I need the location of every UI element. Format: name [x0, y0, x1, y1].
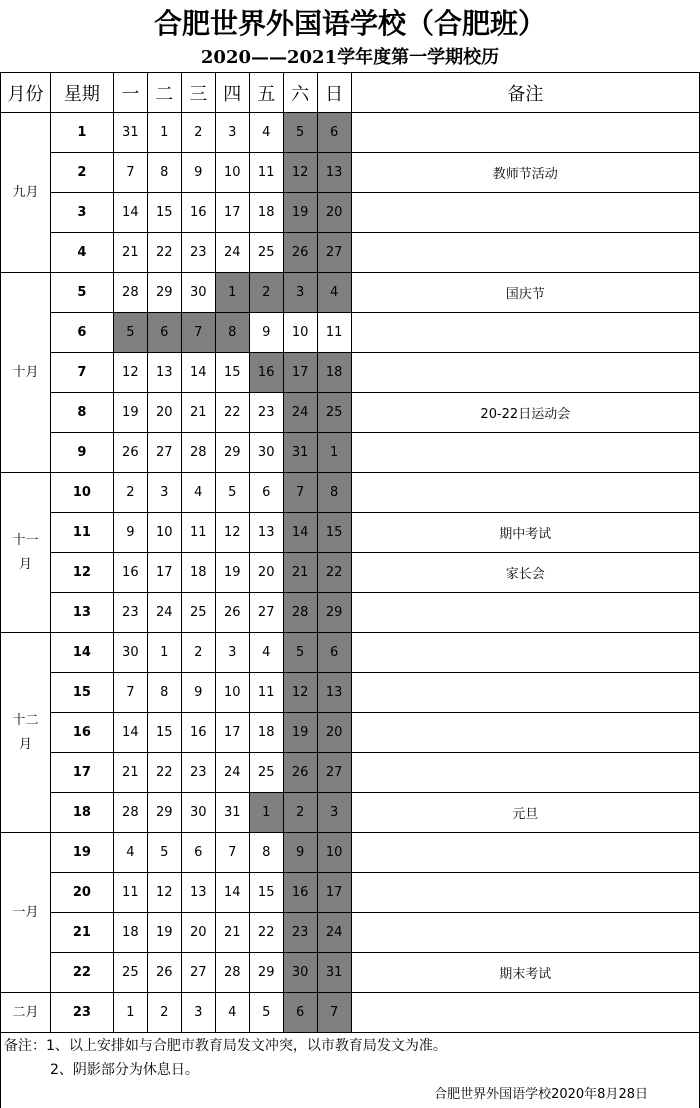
week-number: 16 [50, 713, 113, 753]
day-cell-holiday: 26 [283, 233, 317, 273]
day-cell: 10 [215, 153, 249, 193]
note-cell: 国庆节 [351, 273, 699, 313]
day-cell: 2 [147, 993, 181, 1033]
day-cell: 11 [181, 513, 215, 553]
header-mon: 一 [113, 73, 147, 113]
week-row [1, 193, 700, 233]
day-cell: 17 [215, 193, 249, 233]
day-cell: 19 [147, 913, 181, 953]
day-cell: 21 [215, 913, 249, 953]
day-cell: 4 [113, 833, 147, 873]
header-tue: 二 [147, 73, 181, 113]
header-thu: 四 [215, 73, 249, 113]
header-fri: 五 [249, 73, 283, 113]
footnote-line-1: 备注：1、以上安排如与合肥市教育局发文冲突，以市教育局发文为准。 [4, 1038, 447, 1054]
month-label: 十月 [1, 273, 51, 473]
day-cell: 7 [113, 673, 147, 713]
day-cell: 15 [249, 873, 283, 913]
day-cell: 23 [249, 393, 283, 433]
day-cell: 18 [181, 553, 215, 593]
day-cell: 4 [181, 473, 215, 513]
day-cell-holiday: 29 [317, 593, 351, 633]
day-cell-holiday: 12 [283, 153, 317, 193]
day-cell-holiday: 14 [283, 513, 317, 553]
week-row [1, 833, 700, 873]
day-cell-holiday: 12 [283, 673, 317, 713]
day-cell: 17 [215, 713, 249, 753]
day-cell: 18 [113, 913, 147, 953]
note-cell: 家长会 [351, 553, 699, 593]
day-cell: 24 [215, 233, 249, 273]
day-cell: 2 [113, 473, 147, 513]
day-cell-holiday: 22 [317, 553, 351, 593]
header-week: 星期 [50, 73, 113, 113]
day-cell: 8 [147, 673, 181, 713]
day-cell: 21 [113, 753, 147, 793]
note-cell [351, 713, 699, 753]
day-cell-holiday: 1 [249, 793, 283, 833]
note-cell [351, 473, 699, 513]
day-cell-holiday: 2 [249, 273, 283, 313]
day-cell: 27 [181, 953, 215, 993]
day-cell: 6 [249, 473, 283, 513]
day-cell: 26 [113, 433, 147, 473]
day-cell: 5 [215, 473, 249, 513]
note-cell [351, 873, 699, 913]
day-cell-holiday: 26 [283, 753, 317, 793]
month-label: 一月 [1, 833, 51, 993]
week-number: 13 [50, 593, 113, 633]
week-row [1, 433, 700, 473]
week-row [1, 353, 700, 393]
day-cell: 28 [113, 793, 147, 833]
day-cell-holiday: 7 [317, 993, 351, 1033]
week-number: 9 [50, 433, 113, 473]
month-label: 十一 月 [1, 473, 51, 633]
week-number: 3 [50, 193, 113, 233]
day-cell-holiday: 2 [283, 793, 317, 833]
day-cell: 14 [181, 353, 215, 393]
month-label: 二月 [1, 993, 51, 1033]
day-cell-holiday: 3 [283, 273, 317, 313]
week-row [1, 233, 700, 273]
week-row [1, 153, 700, 193]
day-cell-holiday: 31 [317, 953, 351, 993]
week-row [1, 313, 700, 353]
day-cell: 12 [215, 513, 249, 553]
day-cell-holiday: 15 [317, 513, 351, 553]
day-cell: 1 [147, 633, 181, 673]
day-cell: 17 [147, 553, 181, 593]
week-number: 23 [50, 993, 113, 1033]
page-subtitle: 2020——2021学年度第一学期校历 [200, 47, 500, 68]
week-number: 12 [50, 553, 113, 593]
week-number: 10 [50, 473, 113, 513]
note-cell [351, 993, 699, 1033]
note-cell [351, 673, 699, 713]
day-cell: 11 [249, 153, 283, 193]
calendar-table [0, 72, 700, 1033]
day-cell: 18 [249, 713, 283, 753]
week-number: 18 [50, 793, 113, 833]
day-cell-holiday: 7 [181, 313, 215, 353]
header-month: 月份 [1, 73, 51, 113]
day-cell-holiday: 17 [283, 353, 317, 393]
day-cell: 5 [147, 833, 181, 873]
week-row [1, 273, 700, 313]
note-cell [351, 353, 699, 393]
day-cell: 29 [249, 953, 283, 993]
signature: 合肥世界外国语学校2020年8月28日 [434, 1087, 648, 1102]
day-cell: 12 [113, 353, 147, 393]
day-cell: 23 [181, 753, 215, 793]
week-row [1, 513, 700, 553]
day-cell: 2 [181, 633, 215, 673]
day-cell: 22 [249, 913, 283, 953]
week-number: 5 [50, 273, 113, 313]
day-cell: 20 [249, 553, 283, 593]
day-cell: 30 [181, 793, 215, 833]
day-cell-holiday: 5 [283, 633, 317, 673]
day-cell: 25 [181, 593, 215, 633]
day-cell: 22 [147, 753, 181, 793]
day-cell: 11 [317, 313, 351, 353]
note-cell: 期末考试 [351, 953, 699, 993]
day-cell: 27 [249, 593, 283, 633]
note-cell [351, 753, 699, 793]
day-cell: 22 [147, 233, 181, 273]
day-cell: 30 [249, 433, 283, 473]
day-cell-holiday: 5 [113, 313, 147, 353]
header-wed: 三 [181, 73, 215, 113]
day-cell: 4 [215, 993, 249, 1033]
week-row [1, 793, 700, 833]
day-cell-holiday: 6 [317, 633, 351, 673]
day-cell: 21 [181, 393, 215, 433]
week-number: 7 [50, 353, 113, 393]
day-cell: 22 [215, 393, 249, 433]
week-row [1, 913, 700, 953]
day-cell: 21 [113, 233, 147, 273]
day-cell-holiday: 6 [317, 113, 351, 153]
day-cell: 16 [181, 713, 215, 753]
day-cell-holiday: 13 [317, 153, 351, 193]
note-cell [351, 233, 699, 273]
day-cell-holiday: 18 [317, 353, 351, 393]
day-cell: 7 [113, 153, 147, 193]
day-cell: 13 [147, 353, 181, 393]
day-cell: 19 [113, 393, 147, 433]
week-row [1, 473, 700, 513]
week-row [1, 993, 700, 1033]
day-cell: 7 [215, 833, 249, 873]
note-cell [351, 433, 699, 473]
week-number: 2 [50, 153, 113, 193]
week-row [1, 713, 700, 753]
day-cell-holiday: 17 [317, 873, 351, 913]
day-cell: 31 [113, 113, 147, 153]
day-cell-holiday: 23 [283, 913, 317, 953]
day-cell: 12 [147, 873, 181, 913]
day-cell: 14 [113, 193, 147, 233]
day-cell: 1 [147, 113, 181, 153]
month-label: 九月 [1, 113, 51, 273]
day-cell-holiday: 31 [283, 433, 317, 473]
day-cell: 28 [181, 433, 215, 473]
day-cell-holiday: 8 [317, 473, 351, 513]
day-cell: 13 [181, 873, 215, 913]
day-cell: 14 [215, 873, 249, 913]
day-cell-holiday: 19 [283, 713, 317, 753]
day-cell-holiday: 19 [283, 193, 317, 233]
note-cell: 20-22日运动会 [351, 393, 699, 433]
day-cell-holiday: 16 [249, 353, 283, 393]
day-cell: 15 [147, 193, 181, 233]
day-cell: 24 [215, 753, 249, 793]
day-cell: 16 [113, 553, 147, 593]
day-cell: 25 [113, 953, 147, 993]
week-row [1, 673, 700, 713]
month-label: 十二 月 [1, 633, 51, 833]
day-cell-holiday: 6 [147, 313, 181, 353]
week-row [1, 593, 700, 633]
note-cell [351, 633, 699, 673]
header-sat: 六 [283, 73, 317, 113]
day-cell-holiday: 24 [283, 393, 317, 433]
week-number: 1 [50, 113, 113, 153]
day-cell-holiday: 1 [317, 433, 351, 473]
day-cell: 9 [113, 513, 147, 553]
week-number: 19 [50, 833, 113, 873]
week-row [1, 873, 700, 913]
day-cell-holiday: 3 [317, 793, 351, 833]
day-cell: 23 [181, 233, 215, 273]
day-cell-holiday: 10 [317, 833, 351, 873]
day-cell: 9 [181, 673, 215, 713]
day-cell: 10 [283, 313, 317, 353]
page-title: 合肥世界外国语学校（合肥班） [153, 7, 546, 40]
day-cell: 13 [249, 513, 283, 553]
day-cell: 27 [147, 433, 181, 473]
day-cell: 20 [181, 913, 215, 953]
day-cell: 14 [113, 713, 147, 753]
day-cell: 29 [147, 273, 181, 313]
day-cell: 15 [147, 713, 181, 753]
day-cell-holiday: 30 [283, 953, 317, 993]
day-cell: 4 [249, 113, 283, 153]
day-cell: 25 [249, 753, 283, 793]
day-cell: 8 [147, 153, 181, 193]
day-cell: 26 [215, 593, 249, 633]
day-cell: 23 [113, 593, 147, 633]
day-cell: 9 [181, 153, 215, 193]
footnote-line-2: 2、阴影部分为休息日。 [50, 1062, 199, 1078]
week-row [1, 113, 700, 153]
day-cell-holiday: 27 [317, 753, 351, 793]
note-cell [351, 593, 699, 633]
week-number: 4 [50, 233, 113, 273]
note-cell [351, 193, 699, 233]
day-cell-holiday: 16 [283, 873, 317, 913]
note-cell [351, 113, 699, 153]
day-cell-holiday: 8 [215, 313, 249, 353]
day-cell: 16 [181, 193, 215, 233]
day-cell-holiday: 28 [283, 593, 317, 633]
week-number: 22 [50, 953, 113, 993]
day-cell-holiday: 20 [317, 193, 351, 233]
week-number: 17 [50, 753, 113, 793]
day-cell-holiday: 21 [283, 553, 317, 593]
day-cell-holiday: 20 [317, 713, 351, 753]
week-number: 8 [50, 393, 113, 433]
calendar-body [1, 113, 700, 1033]
day-cell: 11 [249, 673, 283, 713]
day-cell: 3 [181, 993, 215, 1033]
day-cell-holiday: 5 [283, 113, 317, 153]
day-cell: 26 [147, 953, 181, 993]
day-cell-holiday: 25 [317, 393, 351, 433]
day-cell: 10 [215, 673, 249, 713]
day-cell-holiday: 13 [317, 673, 351, 713]
header-row [1, 73, 700, 113]
day-cell: 2 [181, 113, 215, 153]
day-cell-holiday: 27 [317, 233, 351, 273]
week-row [1, 633, 700, 673]
day-cell: 1 [113, 993, 147, 1033]
day-cell-holiday: 24 [317, 913, 351, 953]
note-cell [351, 313, 699, 353]
day-cell: 18 [249, 193, 283, 233]
day-cell: 28 [215, 953, 249, 993]
day-cell: 28 [113, 273, 147, 313]
day-cell: 30 [181, 273, 215, 313]
day-cell: 8 [249, 833, 283, 873]
day-cell: 24 [147, 593, 181, 633]
day-cell: 29 [215, 433, 249, 473]
day-cell: 3 [147, 473, 181, 513]
week-row [1, 553, 700, 593]
day-cell: 11 [113, 873, 147, 913]
week-row [1, 753, 700, 793]
day-cell-holiday: 7 [283, 473, 317, 513]
day-cell: 31 [215, 793, 249, 833]
header-notes: 备注 [351, 73, 699, 113]
day-cell: 15 [215, 353, 249, 393]
day-cell-holiday: 9 [283, 833, 317, 873]
week-number: 6 [50, 313, 113, 353]
note-cell: 元旦 [351, 793, 699, 833]
day-cell: 29 [147, 793, 181, 833]
day-cell: 10 [147, 513, 181, 553]
week-number: 11 [50, 513, 113, 553]
note-cell: 期中考试 [351, 513, 699, 553]
day-cell: 30 [113, 633, 147, 673]
day-cell: 4 [249, 633, 283, 673]
day-cell: 9 [249, 313, 283, 353]
week-row [1, 953, 700, 993]
day-cell: 5 [249, 993, 283, 1033]
week-row [1, 393, 700, 433]
day-cell: 20 [147, 393, 181, 433]
week-number: 15 [50, 673, 113, 713]
week-number: 14 [50, 633, 113, 673]
header-sun: 日 [317, 73, 351, 113]
note-cell [351, 833, 699, 873]
day-cell: 6 [181, 833, 215, 873]
note-cell [351, 913, 699, 953]
day-cell-holiday: 6 [283, 993, 317, 1033]
day-cell: 25 [249, 233, 283, 273]
note-cell: 教师节活动 [351, 153, 699, 193]
day-cell-holiday: 1 [215, 273, 249, 313]
day-cell-holiday: 4 [317, 273, 351, 313]
week-number: 20 [50, 873, 113, 913]
day-cell: 3 [215, 113, 249, 153]
day-cell: 3 [215, 633, 249, 673]
day-cell: 19 [215, 553, 249, 593]
week-number: 21 [50, 913, 113, 953]
